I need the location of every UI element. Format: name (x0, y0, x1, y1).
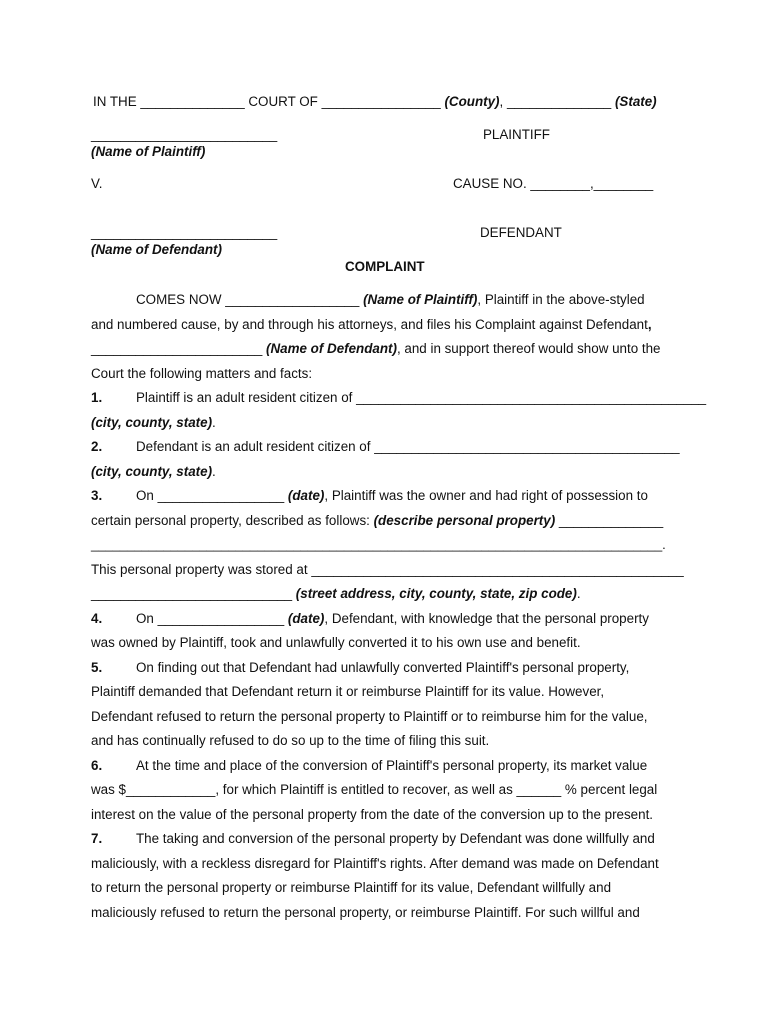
plaintiff-name-hint: (Name of Plaintiff) (91, 144, 206, 159)
paragraph-5-line-2: Plaintiff demanded that Defendant return it or reimburse Plaintiff for its value. However, (91, 684, 605, 699)
paragraph-1-hint: (city, county, state) (91, 415, 213, 430)
paragraph-4-line-2: was owned by Plaintiff, took and unlawfully converted it to his own use and benefit. (91, 635, 581, 650)
paragraph-5-line-4: and has continually refused to do so up to the time of filing this suit. (91, 733, 490, 748)
intro-line-2-comma: , (647, 317, 652, 332)
paragraph-7-line-1: The taking and conversion of the personal property by Defendant was done willfully and (136, 831, 655, 846)
paragraph-2-hint: (city, county, state) (91, 464, 213, 479)
paragraph-5-line-1: On finding out that Defendant had unlawfully converted Plaintiff's personal property, (136, 660, 630, 675)
plaintiff-name-blank[interactable]: _________________________ (91, 127, 278, 142)
paragraph-2-line-1 (136, 439, 680, 455)
paragraph-1-end: . (212, 415, 216, 430)
paragraph-1-text: Plaintiff is an adult resident citizen of (136, 390, 357, 405)
paragraph-3-stored-text: This personal property was stored at (91, 562, 312, 577)
intro-comes-now: COMES NOW (136, 292, 226, 307)
intro-line-1 (136, 292, 645, 308)
county-blank[interactable]: ________________ (321, 94, 441, 109)
court-of-text: COURT OF (248, 94, 318, 109)
court-line (93, 94, 657, 110)
paragraph-3-end: . (576, 586, 581, 601)
defendant-label: DEFENDANT (480, 225, 562, 240)
intro-defendant-blank[interactable]: _______________________ (91, 341, 263, 356)
intro-defendant-hint: (Name of Defendant) (262, 341, 397, 356)
paragraph-2-end: . (212, 464, 216, 479)
intro-plaintiff-hint: (Name of Plaintiff) (359, 292, 478, 307)
paragraph-3-date-hint: (date) (284, 488, 325, 503)
paragraph-3-address-hint: (street address, city, county, state, zip code) (292, 586, 577, 601)
paragraph-6-line-3: interest on the value of the personal property from the date of the conversion up to the present. (91, 807, 654, 822)
intro-line-1-end: , Plaintiff in the above-styled (477, 292, 645, 307)
county-hint: (County) (444, 94, 500, 109)
cause-number[interactable]: CAUSE NO. ________,________ (453, 176, 654, 191)
paragraph-3-line-2-text: certain personal property, described as follows: (91, 513, 374, 528)
paragraph-3-date-blank[interactable]: _________________ (157, 488, 285, 503)
paragraph-2-number: 2. (91, 439, 103, 454)
paragraph-4-date-blank[interactable]: _________________ (157, 611, 285, 626)
paragraph-7-line-3: to return the personal property or reimburse Plaintiff for its value, Defendant willfully and (91, 880, 612, 895)
defendant-name-blank[interactable]: _________________________ (91, 225, 278, 240)
paragraph-3-line-5 (91, 586, 581, 602)
intro-line-2-text: and numbered cause, by and through his attorneys, and files his Complaint against Defendant (91, 317, 648, 332)
intro-line-3 (91, 341, 661, 357)
paragraph-1-blank[interactable]: _______________________________________________ (356, 390, 707, 405)
paragraph-4-on: On (136, 611, 158, 626)
paragraph-7-line-4: maliciously refused to return the personal property, or reimburse Plaintiff. For such willful and (91, 905, 640, 920)
defendant-name-hint: (Name of Defendant) (91, 242, 222, 257)
state-blank[interactable]: ______________ (506, 94, 612, 109)
paragraph-3-line-2 (91, 513, 663, 529)
paragraph-4-line-1 (136, 611, 649, 627)
paragraph-2-blank[interactable]: _________________________________________ (374, 439, 680, 454)
paragraph-6-line-1: At the time and place of the conversion of Plaintiff's personal property, its market value (136, 758, 648, 773)
paragraph-3-on: On (136, 488, 158, 503)
paragraph-7-line-2: maliciously, with a reckless disregard for Plaintiff's rights. After demand was made on Defendant (91, 856, 659, 871)
paragraph-7-number: 7. (91, 831, 103, 846)
paragraph-5-number: 5. (91, 660, 103, 675)
paragraph-3-line-1 (136, 488, 648, 504)
paragraph-1-line-1 (136, 390, 706, 406)
paragraph-3-property-hint: (describe personal property) (373, 513, 556, 528)
paragraph-3-stored-blank[interactable]: __________________________________________________ (311, 562, 684, 577)
paragraph-6-line-2[interactable]: was $____________, for which Plaintiff is entitled to recover, as well as ______ % percent legal (91, 782, 658, 797)
paragraph-6-number: 6. (91, 758, 103, 773)
paragraph-4-line-1-end: , Defendant, with knowledge that the personal property (324, 611, 649, 626)
paragraph-1-line-2 (91, 415, 216, 431)
paragraph-3-line-4 (91, 562, 684, 578)
paragraph-3-line-1-end: , Plaintiff was the owner and had right of possession to (324, 488, 648, 503)
intro-line-3-end: , and in support thereof would show unto the (396, 341, 661, 356)
paragraph-2-line-2 (91, 464, 216, 480)
court-line-comma: , (499, 94, 504, 109)
court-name-blank[interactable]: ______________ (140, 94, 245, 109)
versus-text: V. (91, 176, 103, 191)
state-hint: (State) (614, 94, 657, 109)
intro-line-4: Court the following matters and facts: (91, 366, 313, 381)
paragraph-5-line-3: Defendant refused to return the personal property to Plaintiff or to reimburse him for the value, (91, 709, 648, 724)
paragraph-3-line-3[interactable]: _______________________________________________________________________________. (91, 537, 666, 552)
complaint-title: COMPLAINT (345, 259, 425, 274)
intro-plaintiff-blank[interactable]: __________________ (225, 292, 360, 307)
paragraph-3-address-blank[interactable]: ___________________________ (91, 586, 293, 601)
paragraph-3-property-blank[interactable]: ______________ (555, 513, 664, 528)
paragraph-4-number: 4. (91, 611, 103, 626)
paragraph-1-number: 1. (91, 390, 103, 405)
paragraph-3-number: 3. (91, 488, 103, 503)
plaintiff-label: PLAINTIFF (483, 127, 550, 142)
intro-line-2 (91, 317, 652, 333)
in-the-text: IN THE (93, 94, 137, 109)
paragraph-2-text: Defendant is an adult resident citizen of (136, 439, 375, 454)
paragraph-4-date-hint: (date) (284, 611, 325, 626)
